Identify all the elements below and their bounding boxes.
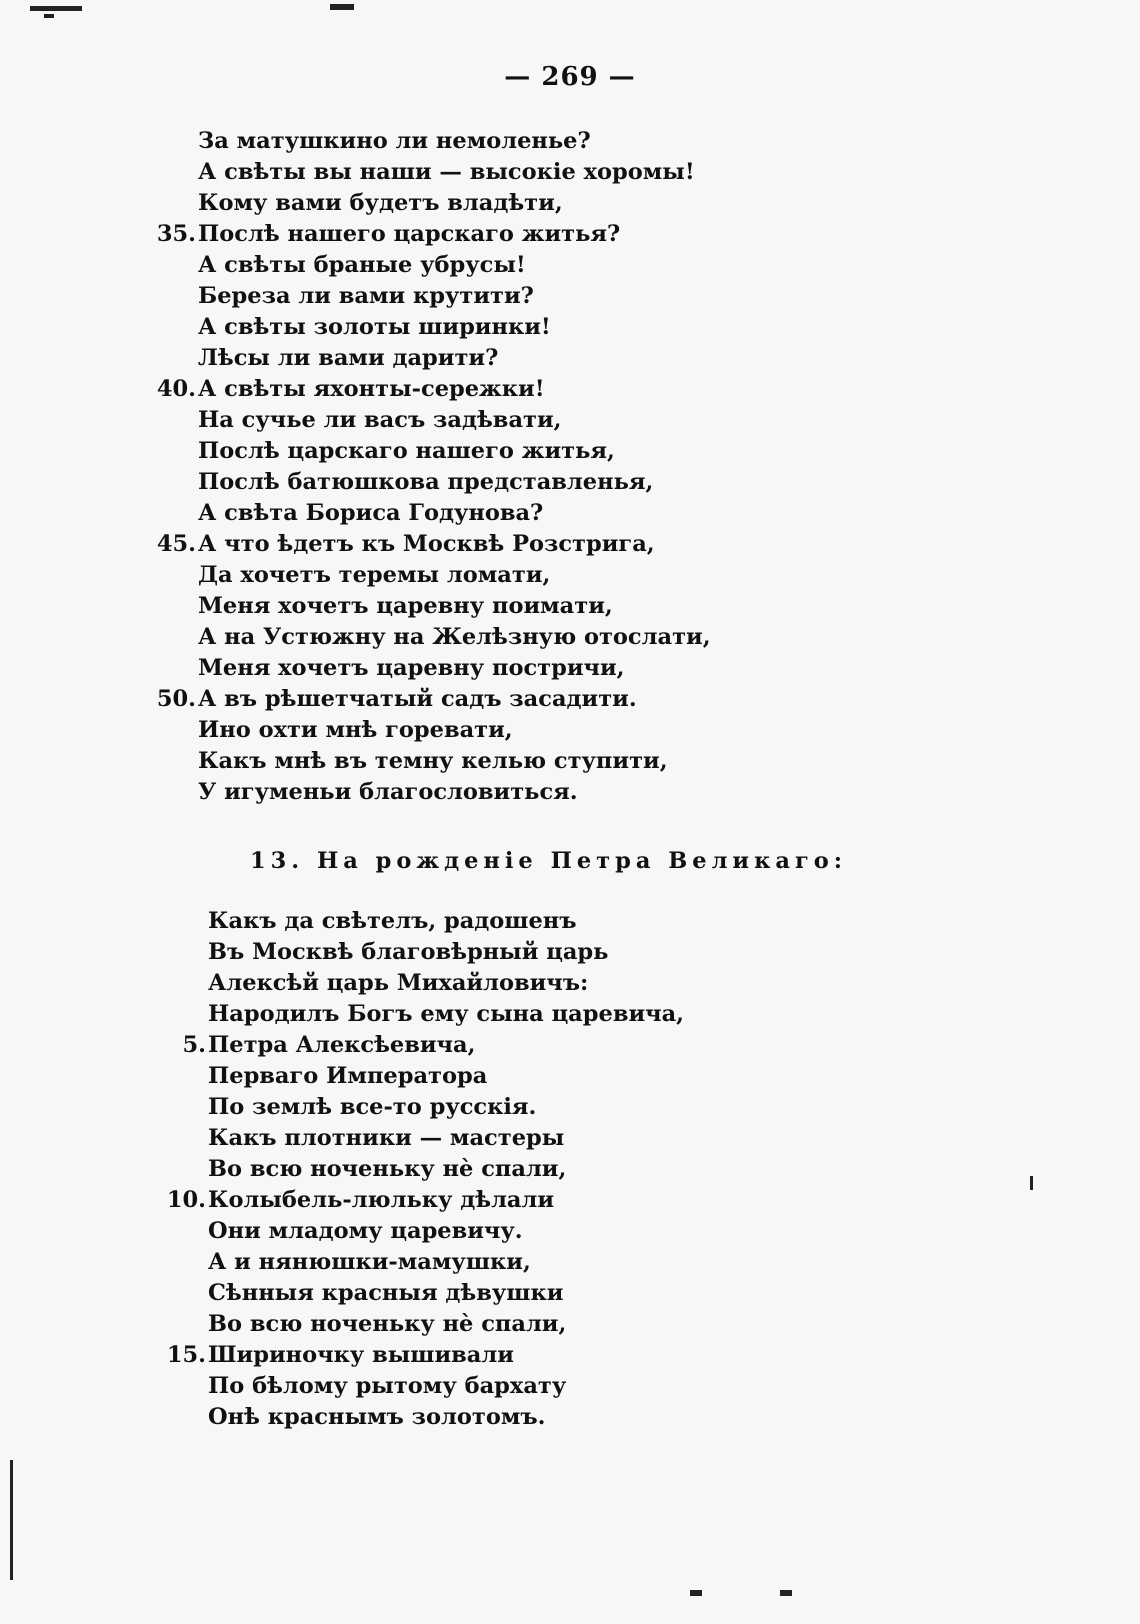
verse-line-number xyxy=(0,436,196,467)
verse-line-number xyxy=(0,653,196,684)
verse-line-text: На сучье ли васъ задѣвати, xyxy=(198,407,562,433)
verse-line-number xyxy=(0,1092,206,1123)
verse-line-text: Кому вами будетъ владѣти, xyxy=(198,190,563,216)
verse-line-text: А и нянюшки-мамушки, xyxy=(208,1249,531,1275)
verse-line xyxy=(0,529,711,560)
verse-line-text: А въ рѣшетчатый садъ засадити. xyxy=(198,686,637,712)
verse-line-text: У игуменьи благословиться. xyxy=(198,779,578,805)
verse-line-text: А на Устюжну на Желѣзную отослати, xyxy=(198,624,711,650)
verse-line xyxy=(0,937,684,968)
verse-line-text: А свѣты браные убрусы! xyxy=(198,252,526,278)
verse-line xyxy=(0,715,711,746)
verse-line-text: Во всю ноченьку нѐ спали, xyxy=(208,1311,567,1337)
verse-line xyxy=(0,281,711,312)
verse-line-number xyxy=(0,157,196,188)
verse-line-text: Да хочетъ теремы ломати, xyxy=(198,562,551,588)
verse-line xyxy=(0,498,711,529)
verse-line-number xyxy=(0,968,206,999)
verse-line-text: А свѣты яхонты-сережки! xyxy=(198,376,545,402)
verse-line-number xyxy=(0,1216,206,1247)
verse-line-text: Послѣ батюшкова представленья, xyxy=(198,469,654,495)
verse-line-number xyxy=(0,1154,206,1185)
verse-line xyxy=(0,188,711,219)
verse-line-number xyxy=(0,1123,206,1154)
verse-line-number xyxy=(0,622,196,653)
verse-line-text: По бѣлому рытому бархату xyxy=(208,1373,567,1399)
verse-line-text: Петра Алексѣевича, xyxy=(208,1032,476,1058)
verse-line-number xyxy=(0,746,196,777)
verse-line-text: Они младому царевичу. xyxy=(208,1218,523,1244)
verse-line-text: Послѣ нашего царскаго житья? xyxy=(198,221,621,247)
verse-line xyxy=(0,1278,684,1309)
verse-line-number xyxy=(0,937,206,968)
verse-line-text: Въ Москвѣ благовѣрный царь xyxy=(208,939,609,965)
verse-line xyxy=(0,906,684,937)
scan-mark xyxy=(30,6,82,11)
verse-line xyxy=(0,622,711,653)
verse-line xyxy=(0,1154,684,1185)
verse-line-text: Алексѣй царь Михайловичъ: xyxy=(208,970,589,996)
verse-line xyxy=(0,999,684,1030)
verse-line-number xyxy=(0,126,196,157)
verse-line-text: За матушкино ли немоленье? xyxy=(198,128,591,154)
page-number: — 269 — xyxy=(504,62,636,92)
verse-line xyxy=(0,374,711,405)
verse-line xyxy=(0,1123,684,1154)
verse-line-number: 50. xyxy=(156,686,196,712)
verse-line-number xyxy=(0,1061,206,1092)
verse-line-number xyxy=(0,1371,206,1402)
poem-stanza xyxy=(0,126,711,808)
verse-line xyxy=(0,219,711,250)
verse-line xyxy=(0,684,711,715)
verse-line-text: А свѣта Бориса Годунова? xyxy=(198,500,544,526)
verse-line-number xyxy=(0,281,196,312)
verse-line xyxy=(0,1185,684,1216)
verse-line-text: Онѣ краснымъ золотомъ. xyxy=(208,1404,546,1430)
verse-line xyxy=(0,1371,684,1402)
scan-mark xyxy=(330,4,354,10)
verse-line-number xyxy=(0,715,196,746)
verse-line-number xyxy=(0,1247,206,1278)
verse-line xyxy=(0,1061,684,1092)
section-heading: 13. На рожденіе Петра Великаго: xyxy=(250,848,848,874)
verse-line-text: Меня хочетъ царевну постричи, xyxy=(198,655,625,681)
verse-line xyxy=(0,1216,684,1247)
verse-line-number xyxy=(0,498,196,529)
verse-line xyxy=(0,1030,684,1061)
verse-line-text: Во всю ноченьку нѐ спали, xyxy=(208,1156,567,1182)
verse-line-number: 40. xyxy=(156,376,196,402)
verse-line xyxy=(0,1092,684,1123)
verse-line xyxy=(0,1340,684,1371)
poem-stanza xyxy=(0,906,684,1433)
verse-line-text: Какъ да свѣтелъ, радошенъ xyxy=(208,908,577,934)
verse-line xyxy=(0,591,711,622)
verse-line-text: А свѣты золоты ширинки! xyxy=(198,314,551,340)
scan-mark xyxy=(10,1460,13,1580)
verse-line xyxy=(0,436,711,467)
verse-line xyxy=(0,343,711,374)
verse-line-text: Какъ мнѣ въ темну келью ступити, xyxy=(198,748,668,774)
verse-line-number: 10. xyxy=(166,1187,206,1213)
verse-line-number xyxy=(0,999,206,1030)
verse-line-text: Береза ли вами крутити? xyxy=(198,283,534,309)
verse-line-number: 15. xyxy=(166,1342,206,1368)
verse-line xyxy=(0,777,711,808)
verse-line-number xyxy=(0,777,196,808)
verse-line-number xyxy=(0,188,196,219)
verse-line xyxy=(0,1309,684,1340)
verse-line xyxy=(0,467,711,498)
verse-line-number: 5. xyxy=(182,1032,206,1058)
verse-line-text: Сѣнныя красныя дѣвушки xyxy=(208,1280,564,1306)
verse-line xyxy=(0,1402,684,1433)
verse-line-text: А что ѣдетъ къ Москвѣ Розстрига, xyxy=(198,531,655,557)
verse-line-number xyxy=(0,591,196,622)
verse-line-number xyxy=(0,343,196,374)
verse-line-text: Меня хочетъ царевну поимати, xyxy=(198,593,613,619)
verse-line-number xyxy=(0,467,196,498)
verse-line-text: Колыбель-люльку дѣлали xyxy=(208,1187,555,1213)
verse-line-number xyxy=(0,560,196,591)
scan-mark xyxy=(690,1590,702,1596)
scan-mark xyxy=(780,1590,792,1596)
verse-line xyxy=(0,126,711,157)
verse-line-text: По землѣ все-то русскія. xyxy=(208,1094,537,1120)
verse-line-text: Послѣ царскаго нашего житья, xyxy=(198,438,615,464)
verse-line-text: Ино охти мнѣ горевати, xyxy=(198,717,513,743)
verse-line xyxy=(0,312,711,343)
verse-line xyxy=(0,968,684,999)
verse-line-number xyxy=(0,312,196,343)
verse-line xyxy=(0,560,711,591)
verse-line xyxy=(0,653,711,684)
verse-line xyxy=(0,746,711,777)
scan-mark xyxy=(1030,1176,1033,1190)
verse-line-text: А свѣты вы наши — высокіе хоромы! xyxy=(198,159,695,185)
verse-line xyxy=(0,1247,684,1278)
verse-line xyxy=(0,157,711,188)
verse-line-number: 35. xyxy=(156,221,196,247)
verse-line-text: Лѣсы ли вами дарити? xyxy=(198,345,499,371)
verse-line-number xyxy=(0,1402,206,1433)
scan-mark xyxy=(44,14,54,18)
verse-line-text: Народилъ Богъ ему сына царевича, xyxy=(208,1001,685,1027)
verse-line-number xyxy=(0,1309,206,1340)
verse-line-number xyxy=(0,405,196,436)
verse-line-text: Перваго Императора xyxy=(208,1063,488,1089)
verse-line-number xyxy=(0,250,196,281)
verse-line-text: Какъ плотники — мастеры xyxy=(208,1125,565,1151)
verse-line-text: Шириночку вышивали xyxy=(208,1342,514,1368)
verse-line-number xyxy=(0,906,206,937)
verse-line-number xyxy=(0,1278,206,1309)
verse-line xyxy=(0,250,711,281)
verse-line xyxy=(0,405,711,436)
verse-line-number: 45. xyxy=(156,531,196,557)
